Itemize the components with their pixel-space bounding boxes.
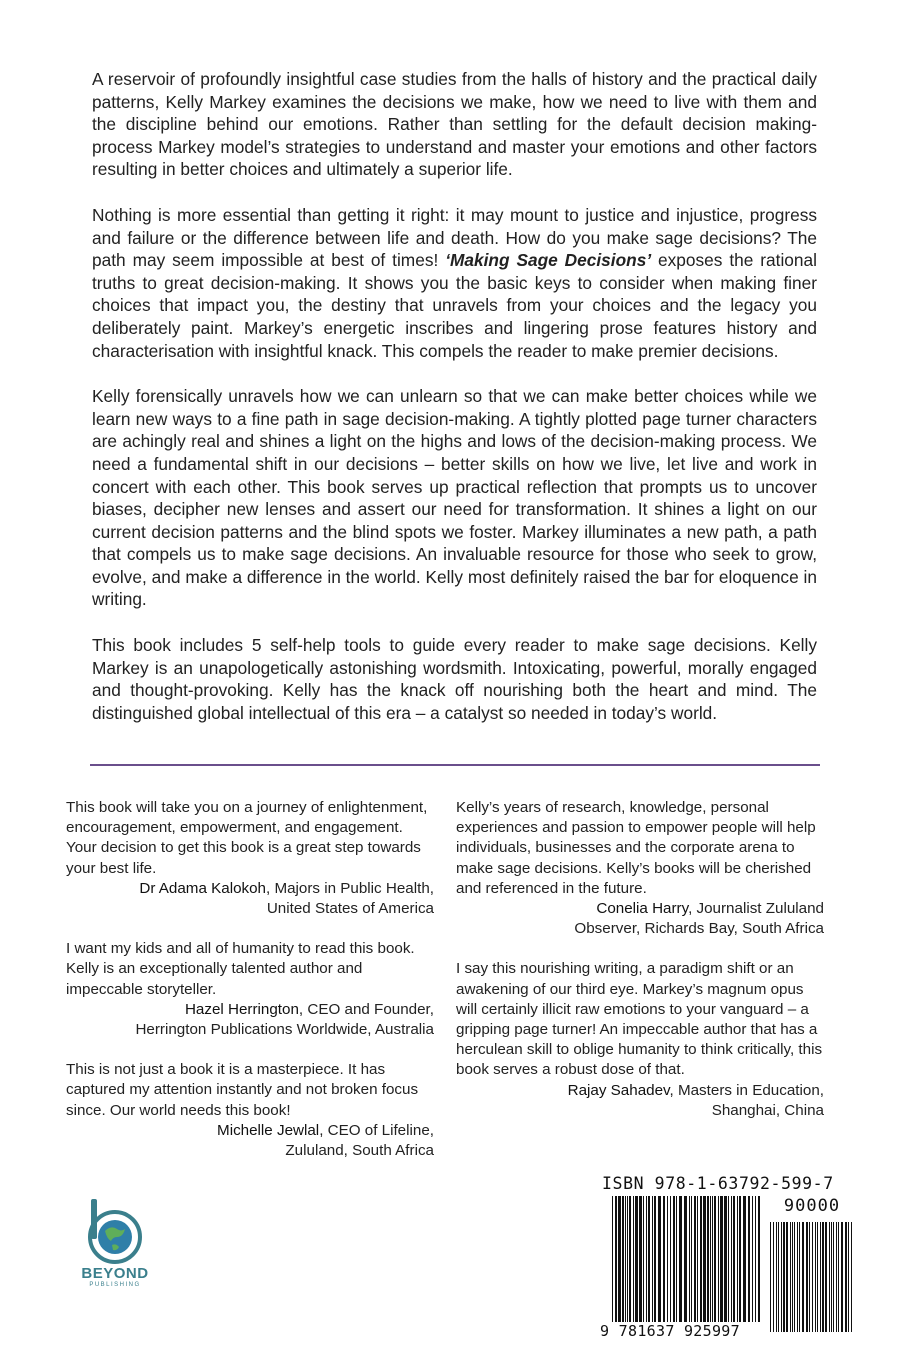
publisher-name: BEYOND: [81, 1265, 149, 1282]
barcode-bar: [841, 1222, 843, 1332]
barcode-bar: [670, 1196, 671, 1330]
publisher-b-icon: [72, 1197, 158, 1267]
barcode-bar: [794, 1222, 795, 1332]
barcode-bar: [615, 1196, 617, 1330]
barcode-bar: [739, 1196, 741, 1330]
reviewer-name: Conelia Harry: [596, 900, 689, 918]
barcode-bar: [773, 1222, 774, 1332]
review-attribution: [66, 879, 434, 899]
isbn-barcode: [598, 1172, 860, 1352]
reviewer-role: , Majors in Public Health,: [266, 879, 434, 897]
review: [66, 939, 434, 1040]
barcode-bar: [792, 1222, 793, 1332]
barcode-bar: [652, 1196, 653, 1330]
barcode-bar: [731, 1196, 732, 1330]
price-addon-number: 90000: [783, 1196, 841, 1216]
barcode-bar: [635, 1196, 638, 1330]
barcode-bar: [679, 1196, 682, 1330]
reviewer-place: Observer, Richards Bay, South Africa: [574, 920, 824, 938]
barcode-bar: [684, 1196, 687, 1330]
barcode-bar: [748, 1196, 750, 1330]
barcode-bar: [629, 1196, 631, 1330]
review-attribution: [456, 1081, 824, 1101]
barcode-bar: [806, 1222, 808, 1332]
barcode-bar: [646, 1196, 647, 1330]
barcode-bar: [639, 1196, 642, 1330]
barcode-bar: [776, 1222, 777, 1332]
barcode-bar: [790, 1222, 791, 1332]
review-quote: Kelly’s years of research, knowledge, personal experiences and passion to empower people will help individuals, businesses and the corporate arena to make sage decisions. Kelly’s books will be cherished and referenced in the future.: [456, 799, 816, 897]
barcode-bar: [654, 1196, 656, 1330]
barcode-bar: [648, 1196, 650, 1330]
barcode-bar: [673, 1196, 675, 1330]
review-quote: I want my kids and all of humanity to read this book. Kelly is an exceptionally talented author and impeccable storyteller.: [66, 940, 415, 998]
barcode-bar: [820, 1222, 821, 1332]
barcode-bar: [851, 1222, 852, 1332]
barcode-bar: [836, 1222, 837, 1332]
blurb-paragraph: Kelly forensically unravels how we can unlearn so that we can make better choices while we learn new ways to a fine path in sage decision-making. A tightly plotted page turner characters are achingly real and shines a light on the highs and lows of the decision-making process. We need a fundamental shift in our decisions – better skills on how we live, let live and work in concert with each other. This book serves up practical reflection that prompts us to uncover biases, decipher new lenses and assert our need for transformation. It shines a light on our current decision patterns and the blind spots we foster. Markey illuminates a new path, a path that compels us to make sage decisions. An invaluable resource for those who seek to grow, evolve, and make a difference in the world. Kelly most definitely raised the bar for eloquence in writing.: [92, 386, 817, 610]
barcode-bar: [831, 1222, 832, 1332]
divider-rule: [90, 764, 820, 766]
barcode-bar: [778, 1222, 779, 1332]
reviewer-role: , Journalist Zululand: [688, 900, 824, 918]
publisher-subtitle: PUBLISHING: [89, 1282, 141, 1288]
book-title-emphasis: ‘Making Sage Decisions’: [445, 250, 652, 271]
barcode-bar: [689, 1196, 690, 1330]
barcode-bar: [703, 1196, 706, 1330]
barcode-bar: [612, 1196, 613, 1330]
blurb-paragraph: A reservoir of profoundly insightful case studies from the halls of history and the practical daily patterns, Kelly Markey examines the decisions we make, how we need to live with them and the discipline behind our emotions. Rather than settling for the default decision making-process Markey model’s strategies to understand and master your emotions and other factors resulting in better choices and ultimately a superior life.: [92, 69, 817, 180]
barcode-bar: [812, 1222, 813, 1332]
barcode-bar: [714, 1196, 716, 1330]
review: [66, 1060, 434, 1161]
barcode-bar: [618, 1196, 621, 1330]
barcode-bar: [758, 1196, 760, 1330]
reviewer-place: Zululand, South Africa: [285, 1142, 434, 1160]
barcode-bar: [802, 1222, 804, 1332]
barcode-bar: [737, 1196, 738, 1330]
reviewer-name: Rajay Sahadev: [567, 1081, 670, 1099]
barcode-bar: [752, 1196, 753, 1330]
reviewer-name: Dr Adama Kalokoh: [139, 879, 267, 897]
barcode-bar: [786, 1222, 788, 1332]
barcode-bar: [848, 1222, 849, 1332]
review-attribution: [66, 1000, 434, 1020]
addon-barcode-bars: [770, 1222, 854, 1332]
reviewer-role: , CEO of Lifeline,: [319, 1121, 434, 1139]
barcode-bar: [700, 1196, 702, 1330]
barcode-bar: [627, 1196, 628, 1330]
review-quote: I say this nourishing writing, a paradigm shift or an awakening of our third eye. Markey’s magnum opus will certainly illicit raw emotions to your vanguard – a gripping page turner! An impeccable author that has a herculean skill to oblige humanity to think critically, this book serves a robust dose of that.: [456, 960, 823, 1079]
barcode-bar: [825, 1222, 827, 1332]
barcode-bar: [797, 1222, 798, 1332]
reviewer-place: Shanghai, China: [711, 1101, 824, 1119]
barcode-bar: [691, 1196, 692, 1330]
reviews-left-column: [66, 798, 434, 1181]
barcode-bar: [707, 1196, 709, 1330]
review-quote: This book will take you on a journey of enlightenment, encouragement, empowerment, and engagement. Your decision to get this book is a great step towards your best life.: [66, 799, 428, 877]
barcode-bar: [658, 1196, 661, 1330]
barcode-bar: [643, 1196, 644, 1330]
reviews-right-column: [456, 798, 824, 1141]
blurb-text: exposes the rational truths to great decision-making. It shows you the basic keys to consider when making finer choices that impact you, the destiny that unravels from your choices and the legacy you deliberately paint. Markey’s energetic inscribes and lingering prose features history and characterisation with insightful knack. This compels the reader to make premier decisions.: [92, 250, 817, 361]
barcode-bar: [720, 1196, 723, 1330]
barcode-bar: [770, 1222, 771, 1332]
blurb-text: Nothing is more essential than getting it right: it may mount to justice and injustice, progress and failure or the difference between life and death. How do you make sage decisions? The path may seem impossible at best of times!: [92, 204, 817, 271]
ean-barcode-bars: [612, 1196, 762, 1330]
barcode-bar: [733, 1196, 735, 1330]
barcode-bar: [663, 1196, 665, 1330]
blurb-paragraph: [92, 204, 817, 362]
barcode-bar: [829, 1222, 830, 1332]
barcode-bar: [833, 1222, 834, 1332]
barcode-bar: [781, 1222, 782, 1332]
reviewer-name: Michelle Jewlal: [217, 1121, 320, 1139]
barcode-bar: [817, 1222, 818, 1332]
reviewer-place: United States of America: [266, 900, 434, 918]
publisher-logo: [72, 1197, 158, 1297]
barcode-bar: [845, 1222, 847, 1332]
review: [456, 959, 824, 1121]
barcode-bar: [728, 1196, 729, 1330]
reviewer-role: , Masters in Education,: [669, 1081, 824, 1099]
blurb-paragraph: This book includes 5 self-help tools to guide every reader to make sage decisions. Kelly Markey is an unapologetically astonishing wordsmith. Intoxicating, powerful, morally engaged and thought-provoking. Kelly has the knack off nourishing both the heart and mind. The distinguished global intellectual of this era – a catalyst so needed in today’s world.: [92, 635, 817, 723]
reviewer-role: , CEO and Founder,: [298, 1000, 434, 1018]
barcode-bar: [676, 1196, 677, 1330]
barcode-bar: [799, 1222, 800, 1332]
barcode-bar: [694, 1196, 696, 1330]
back-cover-blurb: [92, 68, 817, 747]
barcode-bar: [822, 1222, 824, 1332]
barcode-bar: [809, 1222, 810, 1332]
barcode-bar: [633, 1196, 634, 1330]
barcode-bar: [625, 1196, 626, 1330]
barcode-bar: [838, 1222, 839, 1332]
review-attribution: [456, 899, 824, 919]
isbn-text: ISBN 978-1-63792-599-7: [602, 1174, 834, 1193]
barcode-bar: [622, 1196, 624, 1330]
barcode-bar: [815, 1222, 816, 1332]
reviewer-name: Hazel Herrington: [184, 1000, 299, 1018]
review-quote: This is not just a book it is a masterpiece. It has captured my attention instantly and not broken focus since. Our world needs this book!: [66, 1061, 419, 1119]
review-attribution: [66, 1121, 434, 1141]
barcode-bar: [755, 1196, 756, 1330]
barcode-bar: [718, 1196, 719, 1330]
review: [66, 798, 434, 919]
ean-number: 9 781637 925997: [600, 1322, 770, 1340]
reviewer-place: Herrington Publications Worldwide, Australia: [135, 1021, 434, 1039]
barcode-bar: [710, 1196, 711, 1330]
review: [456, 798, 824, 939]
barcode-bar: [697, 1196, 698, 1330]
barcode-bar: [712, 1196, 713, 1330]
barcode-bar: [783, 1222, 785, 1332]
barcode-bar: [743, 1196, 746, 1330]
barcode-bar: [724, 1196, 727, 1330]
barcode-bar: [667, 1196, 668, 1330]
